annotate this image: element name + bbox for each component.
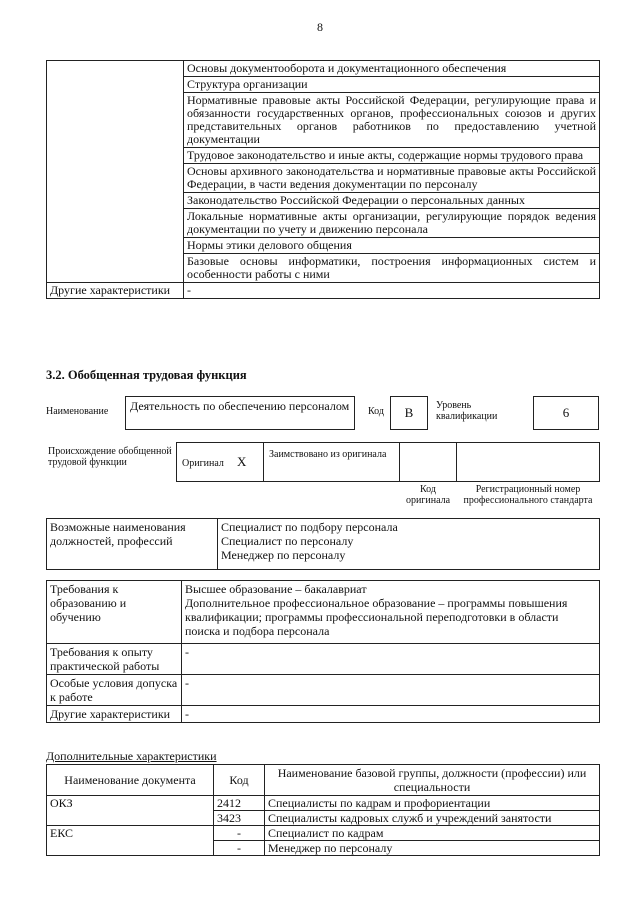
knowledge-item: Локальные нормативные акты организации, регулирующие порядок ведения документации по учету и движению персонала bbox=[184, 209, 600, 238]
gtf-reg-number-label: Регистрационный номер профессионального стандарта bbox=[463, 484, 593, 506]
page-number: 8 bbox=[317, 20, 323, 34]
education-label: Требования к образованию и обучению bbox=[47, 581, 182, 644]
extra-title: Дополнительные характеристики bbox=[46, 749, 217, 763]
extra-header-code: Код bbox=[214, 765, 265, 796]
other-characteristics-label: Другие характеристики bbox=[47, 283, 184, 299]
extra-code: - bbox=[214, 826, 265, 841]
gtf-original-mark: X bbox=[237, 454, 247, 469]
req-other-value: - bbox=[182, 706, 600, 723]
education-values bbox=[182, 581, 600, 644]
extra-doc: ЕКС bbox=[47, 826, 214, 856]
position-item: Менеджер по персоналу bbox=[221, 548, 346, 562]
positions-label: Возможные наименования должностей, профессий bbox=[47, 519, 218, 570]
knowledge-item: Нормативные правовые акты Российской Федерации, регулирующие права и обязанности государственных органов, профессиональных союзов и других представительных органов работников по предоставлению учетной документации bbox=[184, 93, 600, 148]
extra-name: Менеджер по персоналу bbox=[265, 841, 600, 856]
gtf-borrowed-label: Заимствовано из оригинала bbox=[269, 449, 387, 460]
extra-code: 2412 bbox=[214, 796, 265, 811]
gtf-name-label: Наименование bbox=[46, 406, 109, 417]
gtf-borrowed-cell bbox=[263, 442, 400, 482]
extra-code: - bbox=[214, 841, 265, 856]
position-item: Специалист по подбору персонала bbox=[221, 520, 398, 534]
gtf-level-label: Уровень квалификации bbox=[436, 400, 498, 422]
education-item: Высшее образование – бакалавриат bbox=[185, 582, 367, 596]
requirements-table bbox=[46, 580, 600, 723]
extra-name: Специалисты кадровых служб и учреждений занятости bbox=[265, 811, 600, 826]
req-other-label: Другие характеристики bbox=[47, 706, 182, 723]
experience-label: Требования к опыту практической работы bbox=[47, 644, 182, 675]
extra-name: Специалисты по кадрам и профориентации bbox=[265, 796, 600, 811]
knowledge-item: Законодательство Российской Федерации о персональных данных bbox=[184, 193, 600, 209]
extra-table bbox=[46, 764, 600, 856]
conditions-label: Особые условия допуска к работе bbox=[47, 675, 182, 706]
knowledge-label-cell bbox=[47, 61, 184, 283]
extra-header-name: Наименование базовой группы, должности (профессии) или специальности bbox=[265, 765, 600, 796]
gtf-reg-number-cell bbox=[456, 442, 600, 482]
knowledge-item: Трудовое законодательство и иные акты, содержащие нормы трудового права bbox=[184, 148, 600, 164]
knowledge-table bbox=[46, 60, 600, 299]
gtf-level-value: 6 bbox=[533, 396, 599, 430]
knowledge-item: Базовые основы информатики, построения информационных систем и особенности работы с ними bbox=[184, 254, 600, 283]
extra-name: Специалист по кадрам bbox=[265, 826, 600, 841]
knowledge-item: Основы архивного законодательства и нормативные правовые акты Российской Федерации, в части ведения документации по персоналу bbox=[184, 164, 600, 193]
extra-header-doc: Наименование документа bbox=[47, 765, 214, 796]
gtf-code-original-label: Код оригинала bbox=[405, 484, 451, 506]
gtf-code-value: B bbox=[390, 396, 428, 430]
positions-table bbox=[46, 518, 600, 570]
extra-doc: ОКЗ bbox=[47, 796, 214, 826]
table-row bbox=[47, 796, 600, 811]
positions-values bbox=[218, 519, 600, 570]
knowledge-item: Структура организации bbox=[184, 77, 600, 93]
position-item: Специалист по персоналу bbox=[221, 534, 354, 548]
gtf-name-value: Деятельность по обеспечению персоналом bbox=[125, 396, 355, 430]
gtf-origin-label: Происхождение обобщенной трудовой функции bbox=[48, 446, 172, 468]
education-item: Дополнительное профессиональное образование – программы повышения квалификации; программы профессиональной переподготовки в области поиска и подбора персонала bbox=[185, 596, 568, 638]
table-row bbox=[47, 826, 600, 841]
conditions-value: - bbox=[182, 675, 600, 706]
knowledge-item: Основы документооборота и документационного обеспечения bbox=[184, 61, 600, 77]
section-title: 3.2. Обобщенная трудовая функция bbox=[46, 368, 247, 382]
experience-value: - bbox=[182, 644, 600, 675]
gtf-code-original-cell bbox=[399, 442, 457, 482]
gtf-code-label: Код bbox=[368, 406, 384, 417]
other-characteristics-value: - bbox=[184, 283, 600, 299]
gtf-original-label: Оригинал bbox=[182, 458, 224, 469]
extra-code: 3423 bbox=[214, 811, 265, 826]
knowledge-item: Нормы этики делового общения bbox=[184, 238, 600, 254]
gtf-original-cell bbox=[176, 442, 264, 482]
